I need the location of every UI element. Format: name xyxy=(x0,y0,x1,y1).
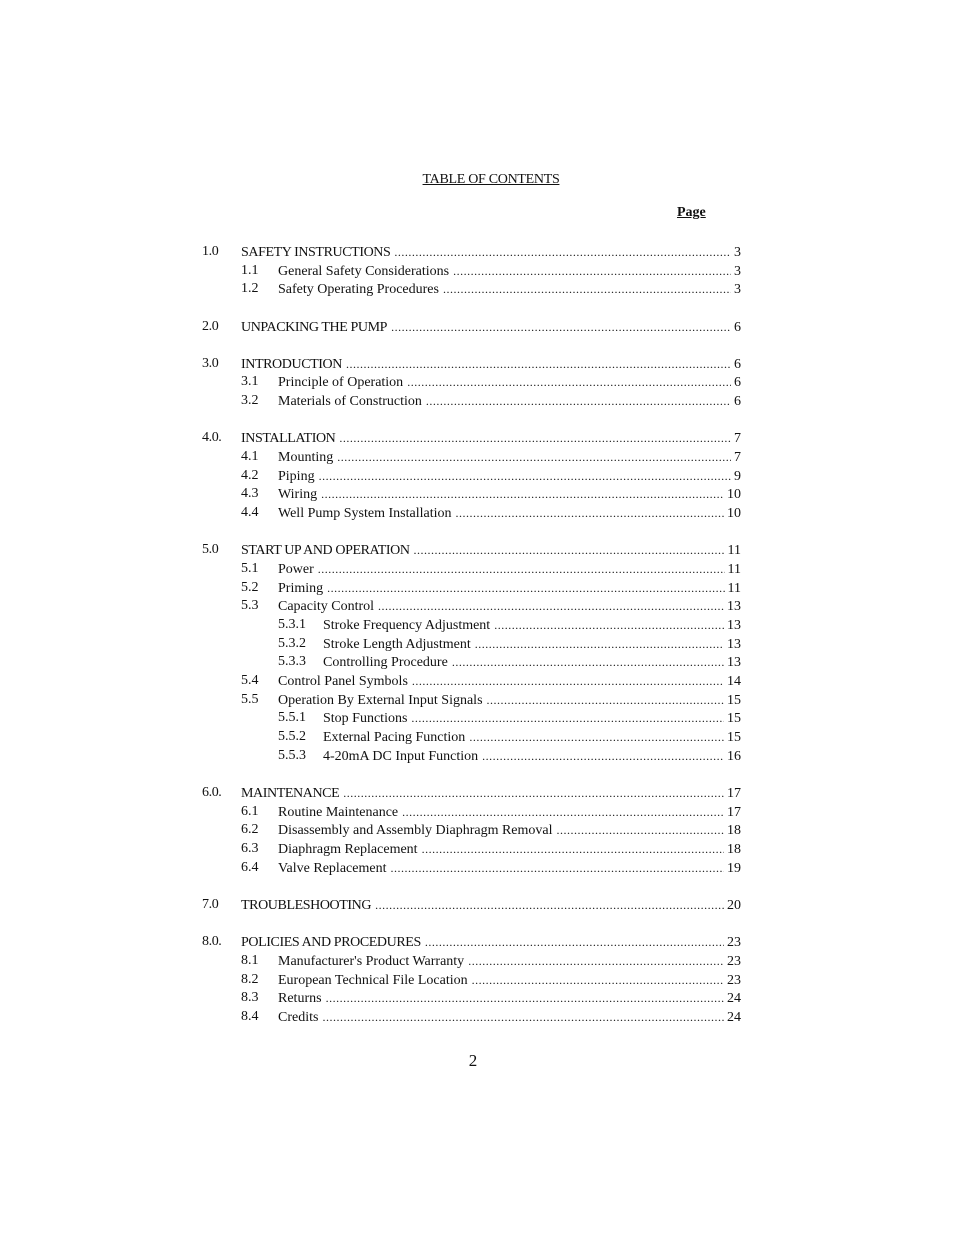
toc-entry xyxy=(278,448,741,468)
toc-entry xyxy=(241,784,741,804)
dot-leader xyxy=(487,691,724,710)
toc-section-group xyxy=(0,243,954,299)
toc-section-row xyxy=(0,896,954,915)
toc-subsubsection-row xyxy=(0,728,954,747)
dot-leader xyxy=(378,597,724,616)
toc-subsection-row xyxy=(0,1008,954,1027)
toc-subsection-row xyxy=(0,485,954,504)
toc-entry xyxy=(278,952,741,972)
dot-leader xyxy=(321,485,724,504)
toc-entry xyxy=(323,616,741,636)
dot-leader xyxy=(339,429,731,448)
toc-entry-title: Power xyxy=(278,561,314,577)
toc-entry-title: Diaphragm Replacement xyxy=(278,842,418,858)
toc-entry-title: Manufacturer's Product Warranty xyxy=(278,953,465,969)
toc-entry-page: 23 xyxy=(727,935,741,951)
toc-section-row xyxy=(0,933,954,952)
toc-entry-title: Valve Replacement xyxy=(278,860,387,876)
toc-entry-page: 24 xyxy=(727,991,741,1007)
toc-entry-page: 18 xyxy=(727,842,741,858)
toc-entry-number: 5.5.1 xyxy=(278,710,306,726)
toc-subsection-row xyxy=(0,560,954,579)
toc-subsection-row xyxy=(0,859,954,878)
toc-entry-number: 5.5.2 xyxy=(278,729,306,745)
toc-entry xyxy=(278,971,741,991)
toc-entry-number: 5.1 xyxy=(241,560,259,576)
toc-entry xyxy=(278,1008,741,1028)
toc-entry-number: 6.2 xyxy=(241,822,259,838)
toc-subsection-row xyxy=(0,691,954,710)
dot-leader xyxy=(455,504,724,523)
toc-entry-page: 3 xyxy=(734,263,741,279)
dot-leader xyxy=(343,784,724,803)
toc-entry-number: 2.0 xyxy=(202,318,219,334)
toc-entry-number: 4.0. xyxy=(202,430,222,446)
toc-title: TABLE OF CONTENTS xyxy=(422,172,560,187)
toc-subsection-row xyxy=(0,579,954,598)
toc-entry-page: 6 xyxy=(734,356,741,372)
toc-entry-page: 13 xyxy=(727,599,741,615)
toc-entry xyxy=(278,821,741,841)
toc-subsection-row xyxy=(0,448,954,467)
toc-entry-page: 11 xyxy=(727,580,741,596)
toc-entry-number: 5.5.3 xyxy=(278,747,306,763)
toc-entry-number: 8.4 xyxy=(241,1008,259,1024)
dot-leader xyxy=(472,971,724,990)
toc-entry xyxy=(241,355,741,375)
toc-subsection-row xyxy=(0,821,954,840)
toc-entry-page: 19 xyxy=(727,860,741,876)
dot-leader xyxy=(346,355,731,374)
toc-entry-page: 6 xyxy=(734,375,741,391)
toc-entry-page: 13 xyxy=(727,655,741,671)
toc-entry xyxy=(278,392,741,412)
toc-entry-title: Materials of Construction xyxy=(278,394,422,410)
toc-entry-page: 17 xyxy=(727,804,741,820)
toc-entry-number: 7.0 xyxy=(202,896,219,912)
toc-entry-page: 3 xyxy=(734,282,741,298)
toc-entry-title: 4-20mA DC Input Function xyxy=(323,748,479,764)
dot-leader xyxy=(402,803,724,822)
toc-entry-number: 5.3 xyxy=(241,598,259,614)
toc-entry-page: 13 xyxy=(727,618,741,633)
dot-leader xyxy=(557,821,724,840)
dot-leader xyxy=(394,243,731,262)
toc-entry xyxy=(278,504,741,524)
toc-entry-page: 15 xyxy=(727,692,741,708)
toc-subsection-row xyxy=(0,672,954,691)
toc-entry-title: Stop Functions xyxy=(323,711,408,727)
toc-entry xyxy=(278,840,741,860)
dot-leader xyxy=(318,560,725,579)
toc-subsubsection-row xyxy=(0,653,954,672)
toc-entry-title: Principle of Operation xyxy=(278,375,404,391)
dot-leader xyxy=(412,672,724,691)
toc-entry xyxy=(323,728,741,748)
dot-leader xyxy=(443,280,731,299)
page-number: 2 xyxy=(468,1051,478,1070)
toc-entry-title: Priming xyxy=(278,580,324,596)
toc-subsection-row xyxy=(0,971,954,990)
toc-entry xyxy=(278,672,741,692)
toc-entry-title: Returns xyxy=(278,991,322,1007)
toc-subsubsection-row xyxy=(0,747,954,766)
toc-entry-number: 5.3.2 xyxy=(278,635,306,651)
toc-entry xyxy=(323,747,741,767)
toc-entry-page: 18 xyxy=(727,823,741,839)
toc-subsubsection-row xyxy=(0,709,954,728)
toc-entry xyxy=(278,560,741,580)
toc-entry-title: European Technical File Location xyxy=(278,972,468,988)
toc-section-row xyxy=(0,541,954,560)
toc-subsection-row xyxy=(0,989,954,1008)
toc-subsection-row xyxy=(0,597,954,616)
toc-subsection-row xyxy=(0,280,954,299)
toc-subsubsection-row xyxy=(0,616,954,635)
toc-entry-number: 5.3.3 xyxy=(278,654,306,670)
toc-entry-page: 17 xyxy=(727,786,741,801)
toc-entry-number: 6.0. xyxy=(202,785,222,800)
toc-subsection-row xyxy=(0,392,954,411)
toc-entry-number: 1.0 xyxy=(202,244,219,259)
toc-section-group xyxy=(0,784,954,877)
toc-entry xyxy=(241,429,741,449)
toc-entry-number: 4.3 xyxy=(241,486,259,502)
toc-entry-title: Controlling Procedure xyxy=(323,655,448,671)
toc-entry-number: 8.1 xyxy=(241,952,259,968)
toc-entry-title: Stroke Length Adjustment xyxy=(323,636,471,652)
toc-entry-title: Control Panel Symbols xyxy=(278,674,408,690)
toc-entry-number: 1.2 xyxy=(241,281,259,297)
toc-entry xyxy=(278,989,741,1009)
toc-entry-title: Disassembly and Assembly Diaphragm Removal xyxy=(278,823,553,839)
toc-entry-number: 5.3.1 xyxy=(278,617,306,632)
toc-entry xyxy=(278,262,741,282)
toc-entry-title: Safety Operating Procedures xyxy=(278,282,439,298)
toc-entry xyxy=(241,541,741,561)
dot-leader xyxy=(337,448,731,467)
dot-leader xyxy=(414,541,725,560)
toc-entry-number: 4.1 xyxy=(241,449,259,464)
toc-subsection-row xyxy=(0,952,954,971)
toc-entry-title: INTRODUCTION xyxy=(241,356,342,372)
toc-entry-title: TROUBLESHOOTING xyxy=(241,897,372,913)
toc-entry-title: INSTALLATION xyxy=(241,431,336,447)
page-column-heading: Page xyxy=(677,205,706,220)
toc-entry-title: POLICIES AND PROCEDURES xyxy=(241,935,421,951)
toc-entry-number: 6.3 xyxy=(241,841,259,857)
dot-leader xyxy=(390,859,724,878)
toc-entry-title: Stroke Frequency Adjustment xyxy=(323,618,491,633)
toc-entry-title: Credits xyxy=(278,1009,319,1025)
toc-section-row xyxy=(0,318,954,337)
toc-entry-number: 4.4 xyxy=(241,505,259,521)
toc-entry-page: 16 xyxy=(727,748,741,764)
toc-entry xyxy=(278,373,741,393)
dot-leader xyxy=(469,728,724,747)
dot-leader xyxy=(326,989,724,1008)
dot-leader xyxy=(452,653,724,672)
toc-entry-page: 6 xyxy=(734,319,741,335)
toc-entry-title: Piping xyxy=(278,468,315,484)
toc-entry-page: 23 xyxy=(727,953,741,969)
toc-section-row xyxy=(0,355,954,374)
toc-entry-title: General Safety Considerations xyxy=(278,263,450,279)
toc-entry-page: 15 xyxy=(727,711,741,727)
toc-entry-title: Well Pump System Installation xyxy=(278,506,452,522)
toc-entry-title: SAFETY INSTRUCTIONS xyxy=(241,245,391,260)
dot-leader xyxy=(319,467,731,486)
toc-subsection-row xyxy=(0,504,954,523)
toc-entry-page: 13 xyxy=(727,636,741,652)
toc-entry-number: 3.0 xyxy=(202,355,219,371)
toc-entry-page: 7 xyxy=(734,450,741,465)
table-of-contents xyxy=(0,243,954,1045)
dot-leader xyxy=(453,262,731,281)
toc-entry-page: 7 xyxy=(734,431,741,447)
toc-section-row xyxy=(0,243,954,262)
toc-entry-page: 23 xyxy=(727,972,741,988)
toc-entry-page: 14 xyxy=(727,674,741,690)
toc-entry-number: 3.2 xyxy=(241,393,259,409)
toc-entry xyxy=(278,691,741,711)
toc-entry-title: Capacity Control xyxy=(278,599,375,615)
toc-entry-page: 24 xyxy=(727,1009,741,1025)
toc-entry-title: MAINTENANCE xyxy=(241,786,340,801)
toc-section-row xyxy=(0,429,954,448)
toc-entry-number: 5.2 xyxy=(241,579,259,595)
toc-section-row xyxy=(0,784,954,803)
toc-subsubsection-row xyxy=(0,635,954,654)
toc-entry xyxy=(241,933,741,953)
toc-entry-title: START UP AND OPERATION xyxy=(241,543,410,559)
dot-leader xyxy=(425,933,724,952)
toc-entry xyxy=(278,467,741,487)
toc-subsection-row xyxy=(0,373,954,392)
toc-entry xyxy=(278,803,741,823)
dot-leader xyxy=(468,952,724,971)
toc-entry-title: External Pacing Function xyxy=(323,730,466,746)
toc-entry-number: 8.0. xyxy=(202,934,222,950)
toc-entry-number: 5.5 xyxy=(241,691,259,707)
toc-entry-title: UNPACKING THE PUMP xyxy=(241,319,388,335)
toc-entry-page: 20 xyxy=(727,897,741,913)
dot-leader xyxy=(327,579,724,598)
toc-entry xyxy=(278,579,741,599)
toc-entry-page: 10 xyxy=(727,506,741,522)
toc-entry-number: 5.0 xyxy=(202,542,219,558)
toc-subsection-row xyxy=(0,840,954,859)
dot-leader xyxy=(391,318,731,337)
dot-leader xyxy=(375,896,724,915)
toc-entry xyxy=(278,485,741,505)
toc-entry-title: Mounting xyxy=(278,450,334,465)
toc-entry-title: Wiring xyxy=(278,487,318,503)
toc-section-group xyxy=(0,355,954,411)
dot-leader xyxy=(322,1008,724,1027)
dot-leader xyxy=(482,747,724,766)
dot-leader xyxy=(475,635,724,654)
toc-entry-page: 10 xyxy=(727,487,741,503)
dot-leader xyxy=(426,392,731,411)
toc-entry xyxy=(241,896,741,916)
toc-entry-page: 11 xyxy=(727,543,741,559)
toc-entry-number: 8.2 xyxy=(241,971,259,987)
toc-entry-number: 5.4 xyxy=(241,673,259,689)
toc-entry-title: Routine Maintenance xyxy=(278,804,399,820)
dot-leader xyxy=(407,373,731,392)
toc-entry-page: 6 xyxy=(734,394,741,410)
toc-entry-page: 15 xyxy=(727,730,741,746)
toc-entry xyxy=(278,859,741,879)
toc-entry-page: 9 xyxy=(734,468,741,484)
toc-entry-number: 3.1 xyxy=(241,374,259,390)
toc-subsection-row xyxy=(0,467,954,486)
toc-section-group xyxy=(0,896,954,915)
toc-entry-number: 1.1 xyxy=(241,262,259,278)
toc-entry xyxy=(241,243,741,263)
dot-leader xyxy=(422,840,724,859)
toc-entry xyxy=(241,318,741,338)
toc-entry xyxy=(278,597,741,617)
toc-section-group xyxy=(0,429,954,522)
toc-section-group xyxy=(0,541,954,765)
toc-subsection-row xyxy=(0,803,954,822)
toc-entry-title: Operation By External Input Signals xyxy=(278,692,483,708)
toc-entry xyxy=(323,635,741,655)
toc-entry xyxy=(278,280,741,300)
toc-entry-page: 11 xyxy=(727,561,741,577)
toc-entry-number: 6.4 xyxy=(241,859,259,875)
toc-entry xyxy=(323,709,741,729)
toc-entry-number: 4.2 xyxy=(241,467,259,483)
toc-entry xyxy=(323,653,741,673)
toc-entry-page: 3 xyxy=(734,245,741,260)
toc-subsection-row xyxy=(0,262,954,281)
toc-section-group xyxy=(0,933,954,1026)
toc-section-group xyxy=(0,318,954,337)
dot-leader xyxy=(411,709,724,728)
dot-leader xyxy=(494,616,724,635)
toc-entry-number: 8.3 xyxy=(241,990,259,1006)
toc-entry-number: 6.1 xyxy=(241,803,259,819)
